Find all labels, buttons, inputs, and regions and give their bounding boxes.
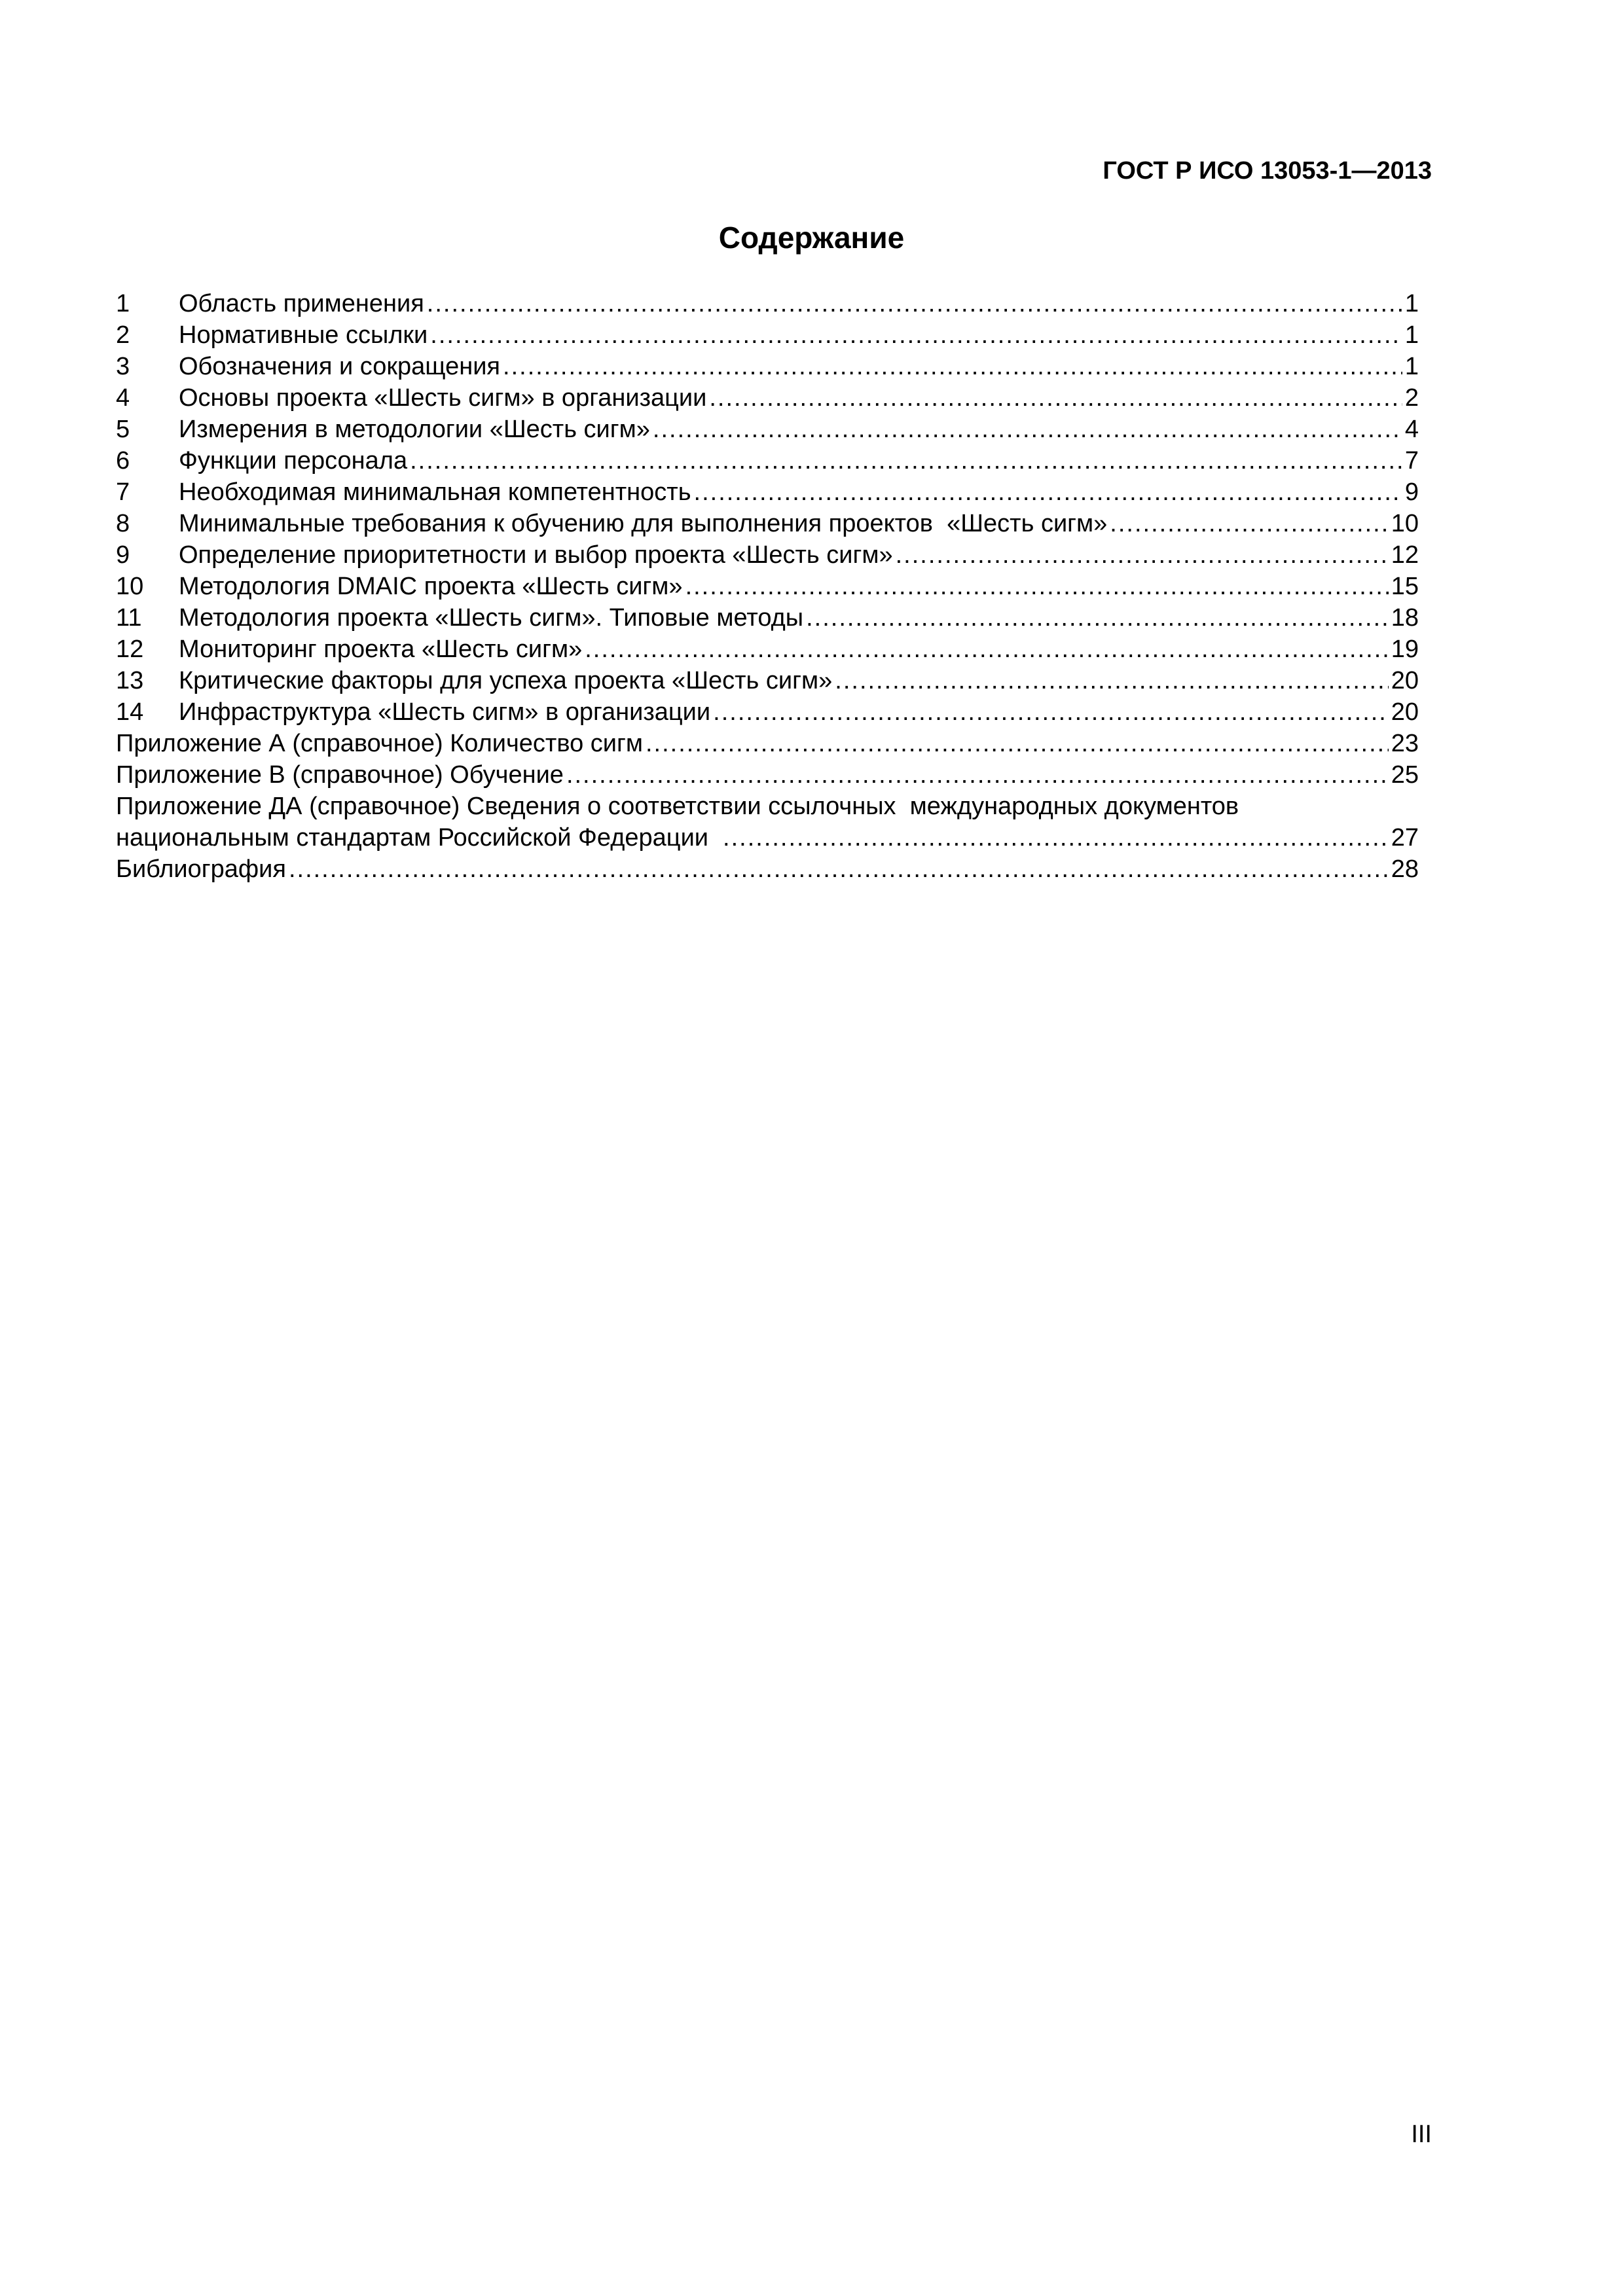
toc-entry-number: 10 bbox=[116, 573, 144, 600]
toc-entry-label: Функции персонала bbox=[179, 447, 408, 475]
page-title: Содержание bbox=[718, 221, 905, 255]
toc-entry-2[interactable] bbox=[116, 319, 1419, 351]
toc-entry-page: 4 bbox=[1404, 416, 1419, 443]
toc-entry-12[interactable] bbox=[116, 634, 1419, 665]
dot-leader bbox=[835, 665, 1388, 696]
toc-entry-page: 9 bbox=[1404, 478, 1419, 506]
toc-entry-label: Методология DMAIC проекта «Шесть сигм» bbox=[179, 573, 683, 600]
dot-leader bbox=[653, 414, 1402, 445]
toc-entry-9[interactable] bbox=[116, 539, 1419, 571]
toc-annex-label: Приложение ДА (справочное) Сведения о соответствии ссылочных международных документов bbox=[116, 793, 1239, 820]
toc-entry-page: 2 bbox=[1404, 384, 1419, 412]
toc-bibliography[interactable] bbox=[116, 853, 1419, 885]
dot-leader bbox=[694, 476, 1402, 508]
toc-entry-11[interactable] bbox=[116, 602, 1419, 634]
table-of-contents bbox=[116, 288, 1419, 885]
dot-leader bbox=[685, 571, 1389, 602]
toc-entry-number: 2 bbox=[116, 321, 130, 349]
toc-annex-label: Приложение А (справочное) Количество сигм bbox=[116, 730, 643, 757]
toc-annex-label-continued: национальным стандартам Российской Федерации bbox=[116, 824, 709, 852]
toc-entry-14[interactable] bbox=[116, 696, 1419, 728]
toc-entry-7[interactable] bbox=[116, 476, 1419, 508]
toc-entry-number: 9 bbox=[116, 541, 130, 569]
dot-leader bbox=[709, 382, 1402, 414]
toc-entry-number: 8 bbox=[116, 510, 130, 537]
toc-entry-page: 1 bbox=[1404, 321, 1419, 349]
page-number: III bbox=[1411, 2121, 1432, 2148]
toc-entry-5[interactable] bbox=[116, 414, 1419, 445]
toc-entry-number: 4 bbox=[116, 384, 130, 412]
toc-entry-label: Инфраструктура «Шесть сигм» в организации bbox=[179, 698, 711, 726]
toc-entry-page: 12 bbox=[1391, 541, 1419, 569]
toc-annex-a[interactable] bbox=[116, 728, 1419, 759]
toc-entry-page: 20 bbox=[1391, 667, 1419, 694]
toc-entry-label: Нормативные ссылки bbox=[179, 321, 428, 349]
toc-bibliography-page: 28 bbox=[1391, 855, 1419, 883]
dot-leader bbox=[723, 822, 1389, 853]
toc-annex-b[interactable] bbox=[116, 759, 1419, 791]
dot-leader bbox=[430, 319, 1402, 351]
toc-entry-number: 3 bbox=[116, 353, 130, 380]
toc-entry-10[interactable] bbox=[116, 571, 1419, 602]
toc-annex-page: 27 bbox=[1391, 824, 1419, 852]
toc-entry-page: 7 bbox=[1404, 447, 1419, 475]
dot-leader bbox=[585, 634, 1389, 665]
toc-entry-number: 11 bbox=[116, 604, 142, 632]
toc-entry-page: 19 bbox=[1391, 636, 1419, 663]
toc-entry-3[interactable] bbox=[116, 351, 1419, 382]
toc-entry-label: Область применения bbox=[179, 290, 424, 317]
toc-annex-da-line1[interactable] bbox=[116, 791, 1419, 822]
toc-entry-label: Определение приоритетности и выбор проекта «Шесть сигм» bbox=[179, 541, 893, 569]
toc-entry-page: 20 bbox=[1391, 698, 1419, 726]
dot-leader bbox=[713, 696, 1389, 728]
document-code: ГОСТ Р ИСО 13053-1—2013 bbox=[1103, 157, 1432, 185]
toc-entry-number: 6 bbox=[116, 447, 130, 475]
toc-entry-label: Методология проекта «Шесть сигм». Типовые методы bbox=[179, 604, 804, 632]
toc-entry-label: Основы проекта «Шесть сигм» в организации bbox=[179, 384, 707, 412]
toc-annex-page: 23 bbox=[1391, 730, 1419, 757]
toc-entry-6[interactable] bbox=[116, 445, 1419, 476]
dot-leader bbox=[896, 539, 1389, 571]
toc-entry-label: Измерения в методологии «Шесть сигм» bbox=[179, 416, 650, 443]
toc-entry-number: 5 bbox=[116, 416, 130, 443]
toc-entry-number: 7 bbox=[116, 478, 130, 506]
toc-entry-page: 15 bbox=[1391, 573, 1419, 600]
toc-entry-page: 18 bbox=[1391, 604, 1419, 632]
toc-entry-number: 13 bbox=[116, 667, 144, 694]
toc-entry-13[interactable] bbox=[116, 665, 1419, 696]
toc-entry-number: 12 bbox=[116, 636, 144, 663]
toc-entry-1[interactable] bbox=[116, 288, 1419, 319]
dot-leader bbox=[427, 288, 1402, 319]
toc-entry-label: Критические факторы для успеха проекта «Шесть сигм» bbox=[179, 667, 833, 694]
dot-leader bbox=[646, 728, 1389, 759]
dot-leader bbox=[806, 602, 1389, 634]
toc-entry-page: 10 bbox=[1391, 510, 1419, 537]
toc-entry-page: 1 bbox=[1404, 353, 1419, 380]
toc-entry-number: 14 bbox=[116, 698, 144, 726]
dot-leader bbox=[410, 445, 1402, 476]
dot-leader bbox=[566, 759, 1389, 791]
toc-annex-label: Приложение В (справочное) Обучение bbox=[116, 761, 564, 789]
toc-entry-4[interactable] bbox=[116, 382, 1419, 414]
toc-entry-page: 1 bbox=[1404, 290, 1419, 317]
toc-entry-label: Минимальные требования к обучению для выполнения проектов «Шесть сигм» bbox=[179, 510, 1108, 537]
dot-leader bbox=[289, 853, 1389, 885]
toc-entry-number: 1 bbox=[116, 290, 130, 317]
toc-entry-label: Необходимая минимальная компетентность bbox=[179, 478, 691, 506]
toc-entry-8[interactable] bbox=[116, 508, 1419, 539]
toc-annex-page: 25 bbox=[1391, 761, 1419, 789]
toc-entry-label: Обозначения и сокращения bbox=[179, 353, 501, 380]
toc-entry-label: Мониторинг проекта «Шесть сигм» bbox=[179, 636, 583, 663]
toc-annex-da-line2[interactable] bbox=[116, 822, 1419, 853]
toc-bibliography-label: Библиография bbox=[116, 855, 286, 883]
dot-leader bbox=[1110, 508, 1388, 539]
dot-leader bbox=[503, 351, 1402, 382]
